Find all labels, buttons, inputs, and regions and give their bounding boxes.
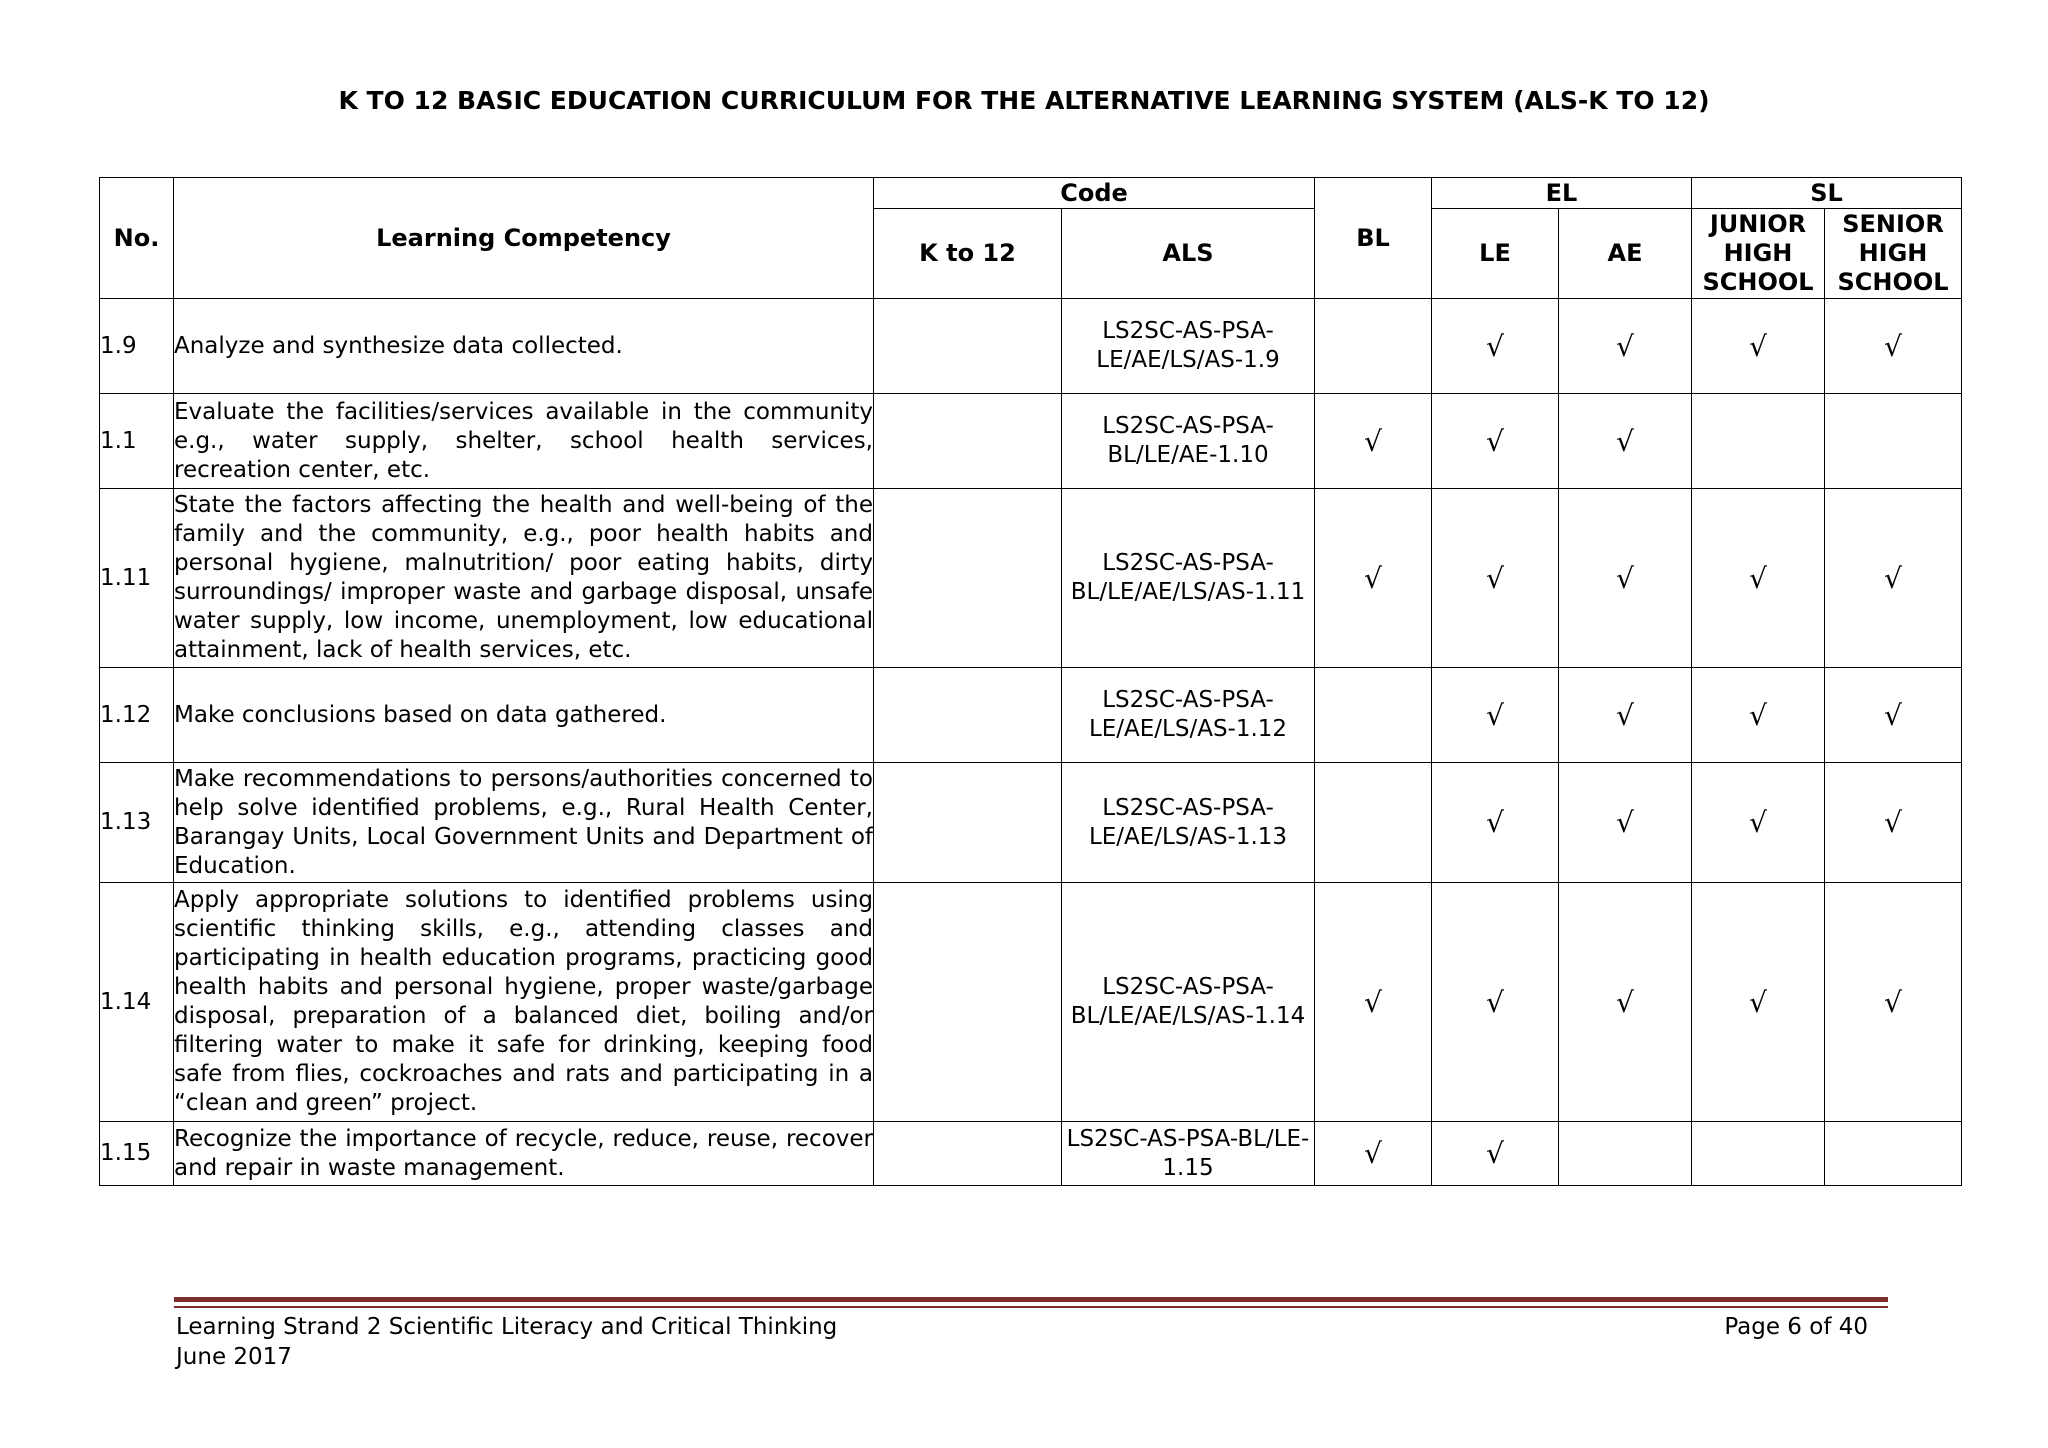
row-jhs-check: [1692, 394, 1825, 489]
row-ae-check: √: [1559, 883, 1692, 1122]
table-row: [100, 299, 1962, 394]
header-k-to-12: K to 12: [874, 209, 1062, 299]
row-le-check: √: [1432, 394, 1559, 489]
footer-date: June 2017: [176, 1344, 292, 1370]
row-shs-check: [1825, 1122, 1962, 1186]
row-bl-check: √: [1315, 394, 1432, 489]
row-competency: Analyze and synthesize data collected.: [174, 299, 874, 394]
header-jhs-line-3: SCHOOL: [1702, 268, 1814, 296]
row-ae-check: [1559, 1122, 1692, 1186]
row-als-code: LS2SC-AS-PSA-BL/LE/AE-1.10: [1062, 394, 1315, 489]
table-row: [100, 668, 1962, 763]
table-row: [100, 763, 1962, 883]
header-als: ALS: [1062, 209, 1315, 299]
header-senior-high-school: [1825, 209, 1962, 299]
row-competency: Recognize the importance of recycle, reduce, reuse, recover and repair in waste management.: [174, 1122, 874, 1186]
header-shs-line-3: SCHOOL: [1837, 268, 1949, 296]
table-row: [100, 489, 1962, 668]
row-bl-check: √: [1315, 1122, 1432, 1186]
document-title: K TO 12 BASIC EDUCATION CURRICULUM FOR THE ALTERNATIVE LEARNING SYSTEM (ALS-K TO 12): [338, 86, 1710, 115]
row-als-code: LS2SC-AS-PSA-LE/AE/LS/AS-1.13: [1062, 763, 1315, 883]
row-number: 1.15: [100, 1122, 174, 1186]
row-jhs-check: √: [1692, 299, 1825, 394]
row-bl-check: [1315, 299, 1432, 394]
row-number: 1.9: [100, 299, 174, 394]
header-jhs-line-1: JUNIOR: [1709, 210, 1807, 238]
row-competency: State the factors affecting the health and well-being of the family and the community, e.g., poor health habits and personal hygiene, malnutrition/ poor eating habits, dirty surroundings/ improper waste and garbage disposal, unsafe water supply, low income, unemployment, low educational attainment, lack of health services, etc.: [174, 489, 874, 668]
row-bl-check: [1315, 763, 1432, 883]
row-jhs-check: [1692, 1122, 1825, 1186]
row-jhs-check: √: [1692, 489, 1825, 668]
row-number: 1.12: [100, 668, 174, 763]
row-competency: Apply appropriate solutions to identified problems using scientific thinking skills, e.g., attending classes and participating in health education programs, practicing good health habits and personal hygiene, proper waste/garbage disposal, preparation of a balanced diet, boiling and/or filtering water to make it safe for drinking, keeping food safe from flies, cockroaches and rats and participating in a “clean and green” project.: [174, 883, 874, 1122]
row-k12-code: [874, 489, 1062, 668]
row-number: 1.14: [100, 883, 174, 1122]
row-als-code: LS2SC-AS-PSA-BL/LE-1.15: [1062, 1122, 1315, 1186]
header-learning-competency: Learning Competency: [174, 178, 874, 299]
row-k12-code: [874, 763, 1062, 883]
row-ae-check: √: [1559, 763, 1692, 883]
header-sl: SL: [1692, 178, 1962, 209]
table-row: [100, 394, 1962, 489]
row-shs-check: √: [1825, 489, 1962, 668]
header-bl: BL: [1315, 178, 1432, 299]
header-jhs-line-2: HIGH: [1723, 239, 1793, 267]
header-el: EL: [1432, 178, 1692, 209]
header-code: Code: [874, 178, 1315, 209]
footer-divider-thick: [174, 1297, 1888, 1302]
header-le: LE: [1432, 209, 1559, 299]
row-le-check: √: [1432, 668, 1559, 763]
row-number: 1.13: [100, 763, 174, 883]
header-ae: AE: [1559, 209, 1692, 299]
header-shs-line-2: HIGH: [1858, 239, 1928, 267]
table-row: [100, 1122, 1962, 1186]
row-ae-check: √: [1559, 394, 1692, 489]
row-ae-check: √: [1559, 489, 1692, 668]
footer-left: [176, 1312, 837, 1372]
row-als-code: LS2SC-AS-PSA-BL/LE/AE/LS/AS-1.11: [1062, 489, 1315, 668]
row-als-code: LS2SC-AS-PSA-BL/LE/AE/LS/AS-1.14: [1062, 883, 1315, 1122]
table-row: [100, 883, 1962, 1122]
row-jhs-check: √: [1692, 763, 1825, 883]
row-le-check: √: [1432, 489, 1559, 668]
row-competency: Evaluate the facilities/services available in the community e.g., water supply, shelter, school health services, recreation center, etc.: [174, 394, 874, 489]
header-junior-high-school: [1692, 209, 1825, 299]
header-no: No.: [100, 178, 174, 299]
row-ae-check: √: [1559, 668, 1692, 763]
row-k12-code: [874, 1122, 1062, 1186]
footer-strand-title: Learning Strand 2 Scientific Literacy and Critical Thinking: [176, 1314, 838, 1340]
row-le-check: √: [1432, 763, 1559, 883]
row-bl-check: [1315, 668, 1432, 763]
row-k12-code: [874, 299, 1062, 394]
row-als-code: LS2SC-AS-PSA-LE/AE/LS/AS-1.12: [1062, 668, 1315, 763]
row-shs-check: √: [1825, 763, 1962, 883]
row-als-code: LS2SC-AS-PSA-LE/AE/LS/AS-1.9: [1062, 299, 1315, 394]
row-le-check: √: [1432, 883, 1559, 1122]
row-k12-code: [874, 883, 1062, 1122]
row-bl-check: √: [1315, 883, 1432, 1122]
row-jhs-check: √: [1692, 668, 1825, 763]
row-competency: Make conclusions based on data gathered.: [174, 668, 874, 763]
row-shs-check: √: [1825, 883, 1962, 1122]
row-competency: Make recommendations to persons/authorities concerned to help solve identified problems, e.g., Rural Health Center, Barangay Units, Local Government Units and Department of Education.: [174, 763, 874, 883]
row-le-check: √: [1432, 299, 1559, 394]
row-bl-check: √: [1315, 489, 1432, 668]
footer-page-number: Page 6 of 40: [1724, 1314, 1868, 1340]
row-k12-code: [874, 668, 1062, 763]
row-number: 1.11: [100, 489, 174, 668]
header-shs-line-1: SENIOR: [1842, 210, 1944, 238]
row-le-check: √: [1432, 1122, 1559, 1186]
row-jhs-check: √: [1692, 883, 1825, 1122]
row-ae-check: √: [1559, 299, 1692, 394]
row-k12-code: [874, 394, 1062, 489]
row-shs-check: √: [1825, 668, 1962, 763]
competency-table: [99, 177, 1962, 1186]
row-number: 1.1: [100, 394, 174, 489]
row-shs-check: √: [1825, 299, 1962, 394]
row-shs-check: [1825, 394, 1962, 489]
footer-divider-thin: [174, 1306, 1888, 1308]
